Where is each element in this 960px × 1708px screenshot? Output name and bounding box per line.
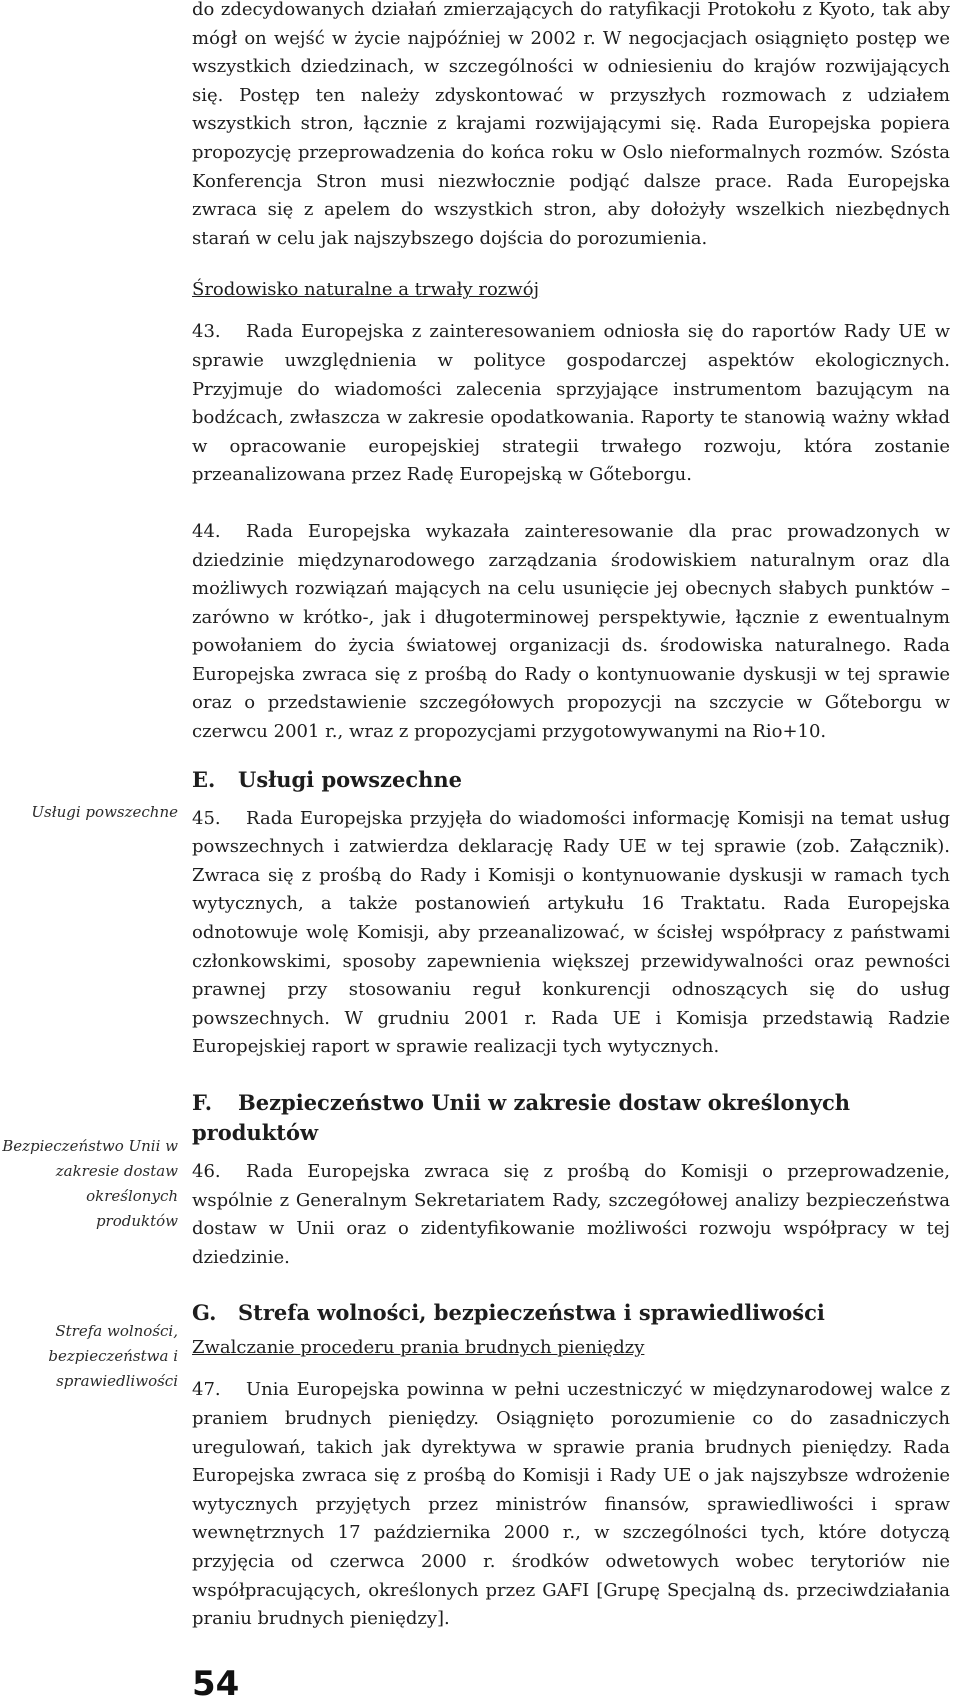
paragraph-43 xyxy=(192,318,950,490)
section-letter: G. xyxy=(192,1300,217,1326)
paragraph-46 xyxy=(192,1158,950,1272)
section-heading-e xyxy=(192,765,950,795)
paragraph-text: Rada Europejska zwraca się z prośbą do Komisji o przeprowadzenie, wspólnie z Generalnym Sekretariatem Rady, szczegółowej analizy bezpieczeństwa dostaw w Unii oraz o zidentyfikowanie możliwości rozwoju współpracy w tej dziedzinie. xyxy=(192,1161,950,1268)
main-text-column xyxy=(192,0,950,1634)
section-letter: E. xyxy=(192,766,216,792)
paragraph-44 xyxy=(192,518,950,747)
section-title: Bezpieczeństwo Unii w zakresie dostaw określonych produktów xyxy=(192,1090,851,1145)
paragraph-number: 45. xyxy=(192,807,221,829)
paragraph-number: 44. xyxy=(192,520,221,542)
section-heading-g xyxy=(192,1298,950,1328)
paragraph-text: Rada Europejska wykazała zainteresowanie dla prac prowadzonych w dziedzinie międzynarodowego zarządzania środowiskiem naturalnym oraz dla możliwych rozwiązań mających na celu usunięcie jej obecnych słabych punktów – zarówno w krótko-, jak i długoterminowej perspektywie, łącznie z ewentualnym powołaniem do życia światowej organizacji ds. środowiska naturalnego. Rada Europejska zwraca się z prośbą do Rady o kontynuowanie dyskusji w tej sprawie oraz o przedstawienie szczegółowych propozycji na szczycie w Gőteborgu w czerwcu 2001 r., wraz z propozycjami przygotowywanymi na Rio+10. xyxy=(192,520,950,743)
paragraph-number: 43. xyxy=(192,321,221,343)
paragraph-47 xyxy=(192,1376,950,1633)
margin-note-freedom-area: Strefa wolności, bezpieczeństwa i sprawiedliwości xyxy=(48,1322,178,1390)
paragraph-number: 47. xyxy=(192,1379,221,1401)
subheading-environment: Środowisko naturalne a trwały rozwój xyxy=(192,279,540,301)
margin-note-supply-security: Bezpieczeństwo Unii w zakresie dostaw określonych produktów xyxy=(2,1137,178,1230)
section-title: Strefa wolności, bezpieczeństwa i sprawiedliwości xyxy=(238,1300,825,1326)
paragraph-text: Unia Europejska powinna w pełni uczestniczyć w międzynarodowej walce z praniem brudnych pieniędzy. Osiągnięto porozumienie co do zasadniczych uregulowań, takich jak dyrektywa w sprawie prania brudnych pieniędzy. Rada Europejska zwraca się z prośbą do Komisji i Rady UE o jak najszybsze wdrożenie wytycznych przyjętych przez ministrów finansów, sprawiedliwości i spraw wewnętrznych 17 października 2000 r., w szczególności tych, które dotyczą przyjęcia od czerwca 2000 r. środków odwetowych wobec terytoriów nie współpracujących, określonych przez GAFI [Grupę Specjalną ds. przeciwdziałania praniu brudnych pieniędzy]. xyxy=(192,1379,950,1630)
section-letter: F. xyxy=(192,1090,213,1115)
paragraph-text: Rada Europejska z zainteresowaniem odniosła się do raportów Rady UE w sprawie uwzględnienia w polityce gospodarczej aspektów ekologicznych. Przyjmuje do wiadomości zalecenia sprzyjające instrumentom bazującym na bodźcach, zwłaszcza w zakresie opodatkowania. Raporty te stanowią ważny wkład w opracowanie europejskiej strategii trwałego rozwoju, która zostanie przeanalizowana przez Radę Europejską w Gőteborgu. xyxy=(192,321,950,486)
paragraph-number: 46. xyxy=(192,1161,221,1182)
intro-paragraph: do zdecydowanych działań zmierzających do ratyfikacji Protokołu z Kyoto, tak aby mógł on wejść w życie najpóźniej w 2002 r. W negocjacjach osiągnięto postęp we wszystkich dziedzinach, w szczególności w odniesieniu do krajów rozwijających się. Postęp ten należy zdyskontować w przyszłych rozmowach z udziałem wszystkich stron, łącznie z krajami rozwijającymi się. Rada Europejska popiera propozycję przeprowadzenia do końca roku w Oslo nieformalnych rozmów. Szósta Konferencja Stron musi niezwłocznie podjąć dalsze prace. Rada Europejska zwraca się z apelem do wszystkich stron, aby dołożyły wszelkich niezbędnych starań w celu jak najszybszego dojścia do porozumienia. xyxy=(192,0,950,249)
subheading-money-laundering: Zwalczanie procederu prania brudnych pieniędzy xyxy=(192,1337,645,1359)
section-title: Usługi powszechne xyxy=(238,766,463,792)
margin-note-services: Usługi powszechne xyxy=(31,803,178,821)
page-number: 54 xyxy=(192,1664,240,1704)
section-heading-f xyxy=(192,1088,950,1148)
paragraph-text: Rada Europejska przyjęła do wiadomości informację Komisji na temat usług powszechnych i zatwierdza deklarację Rady UE w tej sprawie (zob. Załącznik). Zwraca się z prośbą do Rady i Komisji o kontynuowanie dyskusji w ramach tych wytycznych, a także postanowień artykułu 16 Traktatu. Rada Europejska odnotowuje wolę Komisji, aby przeanalizować, w ścisłej współpracy z państwami członkowskimi, sposoby zapewnienia większej przewidywalności oraz pewności prawnej przy stosowaniu reguł konkurencji odnoszących się do usług powszechnych. W grudniu 2001 r. Rada UE i Komisja przedstawią Radzie Europejskiej raport w sprawie realizacji tych wytycznych. xyxy=(192,807,950,1058)
paragraph-45 xyxy=(192,805,950,1062)
